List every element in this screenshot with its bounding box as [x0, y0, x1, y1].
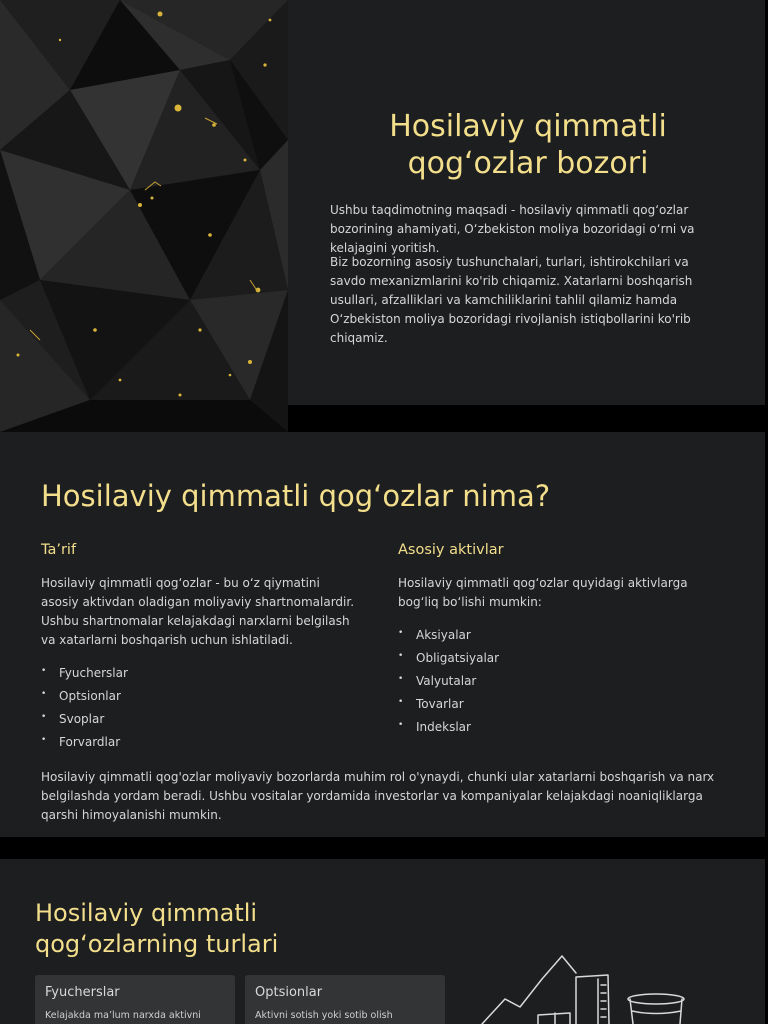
- list-item: • Fyucherslar: [41, 662, 361, 685]
- section-title: [35, 898, 278, 960]
- assets-heading: Asosiy aktivlar: [398, 542, 504, 558]
- list-item: • Svoplar: [41, 708, 361, 731]
- card-options: [245, 975, 445, 1024]
- card-futures: [35, 975, 235, 1024]
- list-item: • Valyutalar: [398, 670, 728, 693]
- title-line-1: Hosilaviy qimmatli: [35, 899, 258, 927]
- intro-paragraph-2: Biz bozorning asosiy tushunchalari, turlari, ishtirokchilari va savdo mexanizmlarini ko'rib chiqamiz. Xatarlarni boshqarish usullari, afzalliklari va kamchiliklarini tahlil qilamiz hamda O‘zbekiston moliya bozoridagi rivojlanish istiqbollarini ko'rib chiqamiz.: [330, 255, 693, 345]
- derivative-types-list: [41, 662, 361, 754]
- underlying-assets-column: [398, 540, 728, 739]
- list-item: • Aksiyalar: [398, 624, 728, 647]
- card-text: Aktivni sotish yoki sotib olish: [255, 1010, 393, 1021]
- slide-definition: [0, 432, 765, 837]
- page-title: Hosilaviy qimmatli qog‘ozlar bozori: [389, 109, 667, 181]
- summary-paragraph: Hosilaviy qimmatli qog'ozlar moliyaviy bozorlarda muhim rol o'ynaydi, chunki ular xatarlarni boshqarish va narx belgilashda yordam beradi. Ushbu vositalar yordamida investorlar va kompaniyalar kelajakdagi noaniqliklarga qarshi himoyalanishi mumkin.: [41, 770, 715, 822]
- list-item: • Forvardlar: [41, 731, 361, 754]
- definition-heading: Ta’rif: [41, 542, 77, 558]
- hero-image: [0, 0, 288, 432]
- slide-types: [0, 859, 765, 1024]
- chart-sketch-icon: [470, 949, 710, 1024]
- card-title: Optsionlar: [255, 985, 323, 1000]
- list-item: • Obligatsiyalar: [398, 647, 728, 670]
- assets-text: Hosilaviy qimmatli qog‘ozlar quyidagi aktivlarga bog‘liq bo‘lishi mumkin:: [398, 576, 688, 609]
- slide-intro: [0, 0, 765, 405]
- intro-paragraph-1: Ushbu taqdimotning maqsadi - hosilaviy qimmatli qog‘ozlar bozorining ahamiyati, O‘zbekiston moliya bozoridagi o‘rni va kelajagini yoritish.: [330, 203, 695, 255]
- list-item: • Tovarlar: [398, 693, 728, 716]
- definition-text: Hosilaviy qimmatli qog‘ozlar - bu o‘z qiymatini asosiy aktivdan oladigan moliyaviy shartnomalardir. Ushbu shartnomalar kelajakdagi narxlarni belgilash va xatarlarni boshqarish uchun ishlatiladi.: [41, 576, 355, 647]
- assets-list: [398, 624, 728, 739]
- list-item: • Indekslar: [398, 716, 728, 739]
- definition-column: [41, 540, 361, 754]
- card-title: Fyucherslar: [45, 985, 120, 1000]
- title-line-2: qog‘ozlarning turlari: [35, 930, 279, 958]
- list-item: • Optsionlar: [41, 685, 361, 708]
- section-title: Hosilaviy qimmatli qog‘ozlar nima?: [41, 479, 551, 513]
- card-text: Kelajakda ma’lum narxda aktivni: [45, 1010, 201, 1021]
